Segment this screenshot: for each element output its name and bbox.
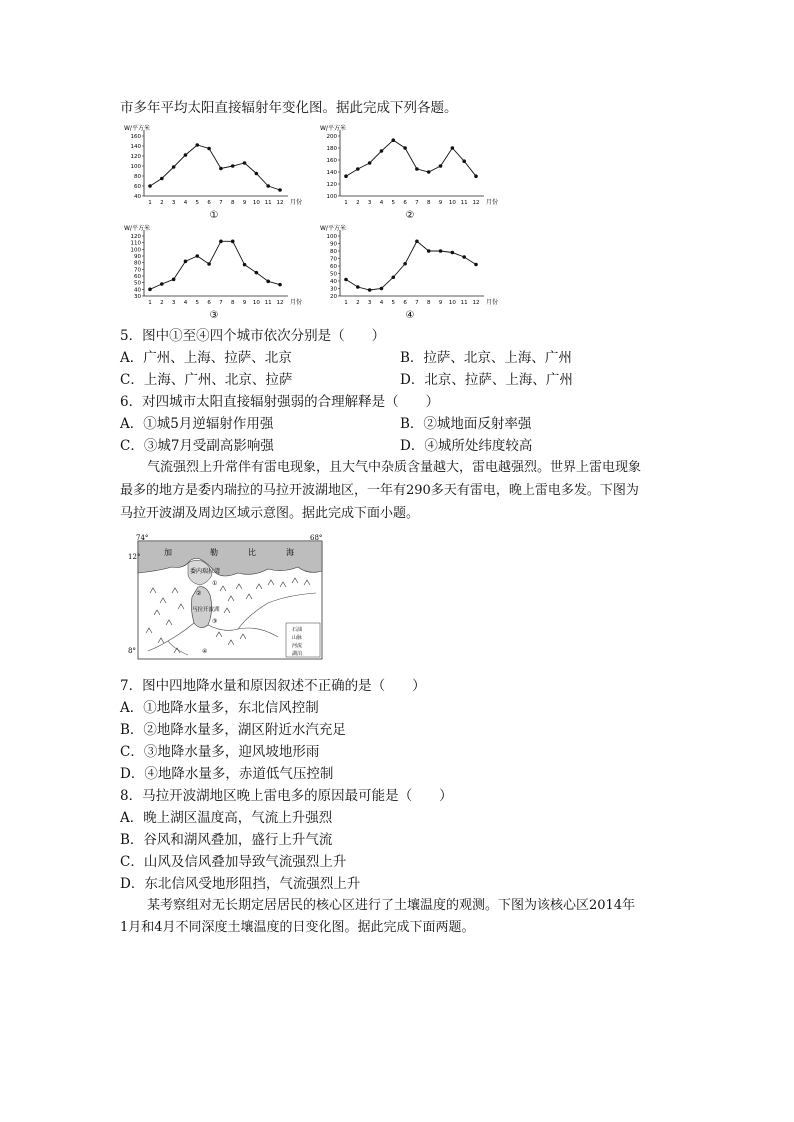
data-point (403, 146, 407, 150)
x-tick-label: 2 (356, 200, 360, 206)
para3-line-2: 1月和4月不同深度土壤温度的日变化图。据此完成下面两题。 (120, 920, 475, 935)
x-tick-label: 10 (252, 300, 260, 306)
y-tick-label: 30 (134, 294, 141, 300)
x-tick-label: 3 (171, 200, 176, 206)
data-point (219, 167, 223, 171)
lon-right-label: 68° (310, 534, 323, 542)
y-tick-label: 60 (134, 184, 141, 190)
y-tick-label: 70 (330, 256, 337, 263)
data-point (451, 146, 455, 150)
q5-option-c: C．上海、广州、北京、拉萨 (120, 372, 293, 388)
x-tick-label: 7 (415, 200, 419, 206)
x-tick-label: 3 (367, 200, 372, 206)
data-point (160, 282, 164, 286)
data-point (172, 278, 176, 282)
data-point (243, 161, 247, 165)
x-tick-label: 10 (448, 200, 456, 206)
data-point (439, 249, 443, 253)
data-point (184, 260, 188, 264)
x-tick-label: 3 (367, 300, 372, 306)
q5-option-d: D．北京、拉萨、上海、广州 (400, 372, 573, 388)
y-tick-label: 50 (330, 271, 337, 278)
data-point (243, 263, 247, 267)
legend-mountain: 山脉 (292, 635, 303, 641)
q8-stem: 8．马拉开波湖地区晚上雷电多的原因最可能是（ ） (120, 788, 453, 804)
y-tick-label: 40 (134, 194, 141, 200)
data-point (148, 288, 152, 292)
y-tick-label: 180 (326, 146, 337, 152)
x-tick-label: 11 (264, 200, 272, 206)
data-point (368, 161, 372, 165)
data-point (172, 165, 176, 169)
data-point (391, 275, 395, 279)
data-point (344, 174, 348, 178)
q8-option-d: D．东北信风受地形阻挡，气流强烈上升 (120, 876, 361, 892)
data-point (266, 184, 270, 188)
x-tick-label: 5 (195, 300, 200, 306)
y-tick-label: 80 (134, 260, 141, 267)
y-tick-label: 110 (130, 240, 141, 247)
y-axis-label: W/平方米 (124, 225, 150, 232)
x-tick-label: 4 (379, 200, 384, 206)
x-tick-label: 8 (230, 300, 235, 306)
x-tick-label: 8 (426, 200, 431, 206)
y-tick-label: 140 (326, 170, 337, 176)
data-point (427, 170, 431, 174)
data-point (278, 283, 282, 287)
y-axis-label: W/平方米 (320, 225, 346, 232)
data-point (391, 138, 395, 142)
x-tick-label: 11 (460, 300, 468, 306)
x-tick-label: 1 (344, 300, 348, 306)
x-tick-label: 1 (148, 300, 152, 306)
data-point (415, 239, 419, 243)
y-tick-label: 100 (326, 234, 337, 240)
x-tick-label: 5 (391, 200, 396, 206)
lat-top-label: 12° (128, 553, 141, 561)
x-axis-label: 月份 (290, 299, 303, 306)
data-point (439, 164, 443, 168)
chart-3 (122, 222, 322, 326)
x-tick-label: 9 (242, 200, 247, 206)
x-tick-label: 10 (252, 200, 260, 206)
x-tick-label: 7 (219, 300, 223, 306)
data-point (356, 285, 360, 289)
y-tick-label: 40 (330, 279, 337, 285)
x-tick-label: 9 (242, 300, 247, 306)
chart-4 (318, 222, 518, 326)
q6-option-d: D．④城所处纬度较高 (400, 438, 533, 454)
data-point (160, 177, 164, 181)
point-3: ③ (212, 618, 218, 625)
x-tick-label: 1 (148, 200, 152, 206)
map-legend (286, 623, 320, 657)
intro-text: 市多年平均太阳直接辐射年变化图。据此完成下列各题。 (120, 100, 458, 116)
lake-maracaibo-map (128, 533, 328, 669)
y-tick-label: 40 (134, 287, 141, 294)
data-point (207, 262, 211, 266)
data-point (380, 149, 384, 153)
point-1: ① (212, 580, 218, 587)
data-point (415, 167, 419, 171)
series-line (346, 140, 476, 176)
q8-option-c: C．山风及信风叠加导致气流强烈上升 (120, 854, 347, 870)
sea-char-3: 比 (248, 548, 256, 557)
chart-1 (122, 122, 322, 226)
q7-option-d: D．④地降水量多，赤道低气压控制 (120, 766, 334, 782)
para2-line-3: 马拉开波湖及周边区域示意图。据此完成下面小题。 (120, 506, 420, 521)
y-axis-label: W/平方米 (320, 125, 346, 132)
x-tick-label: 11 (460, 200, 468, 206)
data-point (278, 188, 282, 192)
point-4: ④ (202, 648, 208, 655)
series-line (150, 145, 280, 190)
series-line (150, 241, 280, 289)
data-point (195, 143, 199, 147)
x-tick-label: 12 (472, 300, 480, 306)
q7-option-b: B．②地降水量多，湖区附近水汽充足 (120, 722, 346, 738)
sea-char-1: 加 (164, 548, 172, 557)
lon-left-label: 74° (136, 534, 149, 542)
q6-option-a: A．①城5月逆辐射作用强 (120, 416, 274, 432)
x-tick-label: 4 (183, 200, 188, 206)
y-tick-label: 100 (130, 247, 141, 254)
gulf-label: 委内瑞拉湾 (190, 568, 221, 575)
legend-oil: 石油 (292, 627, 303, 633)
x-axis-label: 月份 (290, 199, 303, 206)
y-tick-label: 120 (130, 234, 141, 240)
x-tick-label: 6 (207, 200, 211, 206)
chart-id-label: ① (209, 210, 219, 221)
y-tick-label: 120 (130, 154, 141, 160)
x-tick-label: 2 (160, 200, 164, 206)
x-tick-label: 6 (403, 300, 407, 306)
q6-option-c: C．③城7月受副高影响强 (120, 438, 274, 454)
x-tick-label: 6 (207, 300, 211, 306)
y-tick-label: 80 (330, 249, 337, 255)
data-point (474, 263, 478, 267)
y-tick-label: 80 (134, 174, 141, 180)
data-point (356, 167, 360, 171)
x-tick-label: 8 (230, 200, 235, 206)
y-tick-label: 140 (130, 144, 141, 150)
x-tick-label: 9 (438, 300, 443, 306)
y-tick-label: 50 (134, 280, 141, 287)
q6-stem: 6．对四城市太阳直接辐射强弱的合理解释是（ ） (120, 394, 440, 410)
sea-char-4: 海 (286, 548, 294, 557)
data-point (462, 159, 466, 163)
data-point (266, 280, 270, 284)
y-tick-label: 30 (330, 286, 337, 293)
q8-option-a: A．晚上湖区温度高，气流上升强烈 (120, 810, 333, 826)
para2-line-1: 气流强烈上升常伴有雷电现象，且大气中杂质含量越大，雷电越强烈。世界上雷电现象 (147, 460, 642, 475)
data-point (195, 254, 199, 258)
q5-option-b: B．拉萨、北京、上海、广州 (400, 350, 572, 366)
q7-option-a: A．①地降水量多，东北信风控制 (120, 700, 319, 716)
q5-stem: 5．图中①至④四个城市依次分别是（ ） (120, 328, 386, 344)
x-tick-label: 5 (391, 300, 396, 306)
q8-option-b: B．谷风和湖风叠加，盛行上升气流 (120, 832, 333, 848)
y-tick-label: 20 (330, 294, 337, 300)
y-tick-label: 200 (326, 134, 337, 140)
x-tick-label: 10 (448, 300, 456, 306)
legend-lake: 湖泊 (292, 651, 303, 657)
x-axis-label: 月份 (486, 199, 499, 206)
data-point (207, 147, 211, 151)
y-axis-label: W/平方米 (124, 125, 150, 132)
legend-river: 河流 (292, 643, 303, 649)
data-point (403, 262, 407, 266)
y-tick-label: 160 (130, 134, 141, 140)
data-point (255, 271, 259, 275)
x-tick-label: 8 (426, 300, 431, 306)
data-point (462, 255, 466, 259)
y-tick-label: 100 (326, 194, 337, 200)
chart-id-label: ④ (405, 310, 415, 321)
data-point (344, 278, 348, 282)
data-point (231, 240, 235, 244)
para2-line-2: 最多的地方是委内瑞拉的马拉开波湖地区，一年有290多天有雷电，晚上雷电多发。下图为 (120, 483, 639, 498)
x-tick-label: 6 (403, 200, 407, 206)
data-point (451, 251, 455, 255)
q5-option-a: A．广州、上海、拉萨、北京 (120, 350, 292, 366)
y-tick-label: 100 (130, 164, 141, 170)
chart-id-label: ③ (209, 310, 219, 321)
y-tick-label: 60 (330, 264, 337, 270)
y-tick-label: 70 (134, 267, 141, 274)
y-tick-label: 160 (326, 158, 337, 164)
data-point (184, 153, 188, 157)
chart-id-label: ② (405, 210, 415, 221)
x-axis-label: 月份 (486, 299, 499, 306)
x-tick-label: 2 (356, 300, 360, 306)
data-point (368, 288, 372, 292)
y-tick-label: 90 (134, 254, 141, 260)
data-point (474, 174, 478, 178)
x-tick-label: 3 (171, 300, 176, 306)
x-tick-label: 4 (183, 300, 188, 306)
y-tick-label: 90 (330, 241, 337, 248)
data-point (148, 184, 152, 188)
data-point (380, 287, 384, 291)
data-point (427, 249, 431, 253)
q7-option-c: C．③地降水量多，迎风坡地形雨 (120, 744, 320, 760)
x-tick-label: 12 (276, 300, 284, 306)
x-tick-label: 12 (276, 200, 284, 206)
q6-option-b: B．②城地面反射率强 (400, 416, 532, 432)
lat-bottom-label: 8° (128, 647, 136, 655)
y-tick-label: 60 (134, 274, 141, 280)
x-tick-label: 11 (264, 300, 272, 306)
x-tick-label: 7 (415, 300, 419, 306)
para3-line-1: 某考察组对无长期定居居民的核心区进行了土壤温度的观测。下图为该核心区2014年 (147, 898, 636, 913)
y-tick-label: 120 (326, 182, 337, 188)
point-2: ② (196, 590, 202, 597)
x-tick-label: 12 (472, 200, 480, 206)
x-tick-label: 2 (160, 300, 164, 306)
data-point (219, 240, 223, 244)
lake-label: 马拉开波湖 (192, 607, 220, 613)
x-tick-label: 5 (195, 200, 200, 206)
data-point (231, 164, 235, 168)
x-tick-label: 9 (438, 200, 443, 206)
sea-char-2: 勒 (210, 548, 218, 557)
x-tick-label: 1 (344, 200, 348, 206)
series-line (346, 241, 476, 290)
x-tick-label: 4 (379, 300, 384, 306)
q7-stem: 7．图中四地降水量和原因叙述不正确的是（ ） (120, 678, 426, 694)
chart-2 (318, 122, 518, 226)
x-tick-label: 7 (219, 200, 223, 206)
data-point (255, 172, 259, 176)
